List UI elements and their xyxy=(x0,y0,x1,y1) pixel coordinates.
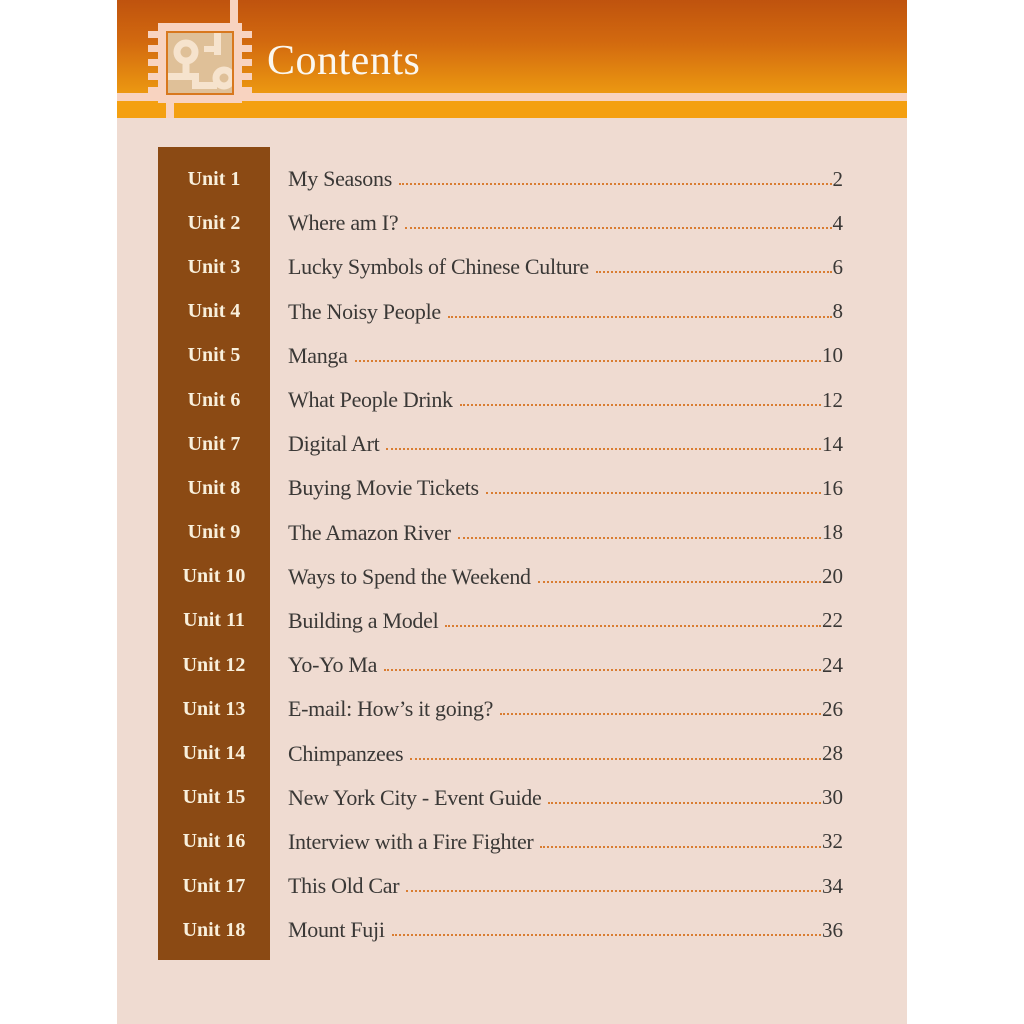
toc-row xyxy=(158,555,843,599)
toc-row xyxy=(158,908,843,952)
toc-row xyxy=(158,599,843,643)
page-title: Contents xyxy=(267,38,421,84)
dotted-leader xyxy=(548,802,821,804)
page-number: 32 xyxy=(822,829,843,854)
page-number: 22 xyxy=(822,608,843,633)
toc-row xyxy=(158,864,843,908)
toc-list xyxy=(158,157,843,952)
toc-row xyxy=(158,687,843,731)
dotted-leader xyxy=(355,360,821,362)
unit-title: Manga xyxy=(288,342,348,368)
unit-title: The Noisy People xyxy=(288,298,441,324)
page-number: 30 xyxy=(822,785,843,810)
page-number: 8 xyxy=(832,299,843,324)
page-number: 18 xyxy=(822,520,843,545)
dotted-leader xyxy=(540,846,821,848)
toc-row xyxy=(158,776,843,820)
dotted-leader xyxy=(460,404,821,406)
toc-row xyxy=(158,643,843,687)
toc-row xyxy=(158,290,843,334)
unit-label: Unit 17 xyxy=(182,874,246,897)
chip-pin xyxy=(241,59,252,66)
unit-label: Unit 12 xyxy=(182,653,246,676)
page-number: 26 xyxy=(822,696,843,721)
page-number: 36 xyxy=(822,917,843,942)
unit-title: The Amazon River xyxy=(288,519,451,545)
toc-row xyxy=(158,334,843,378)
unit-title: This Old Car xyxy=(288,873,400,899)
page-number: 10 xyxy=(822,343,843,368)
dotted-leader xyxy=(386,448,821,450)
unit-label: Unit 15 xyxy=(182,786,246,809)
dotted-leader xyxy=(500,713,821,715)
unit-label: Unit 2 xyxy=(187,211,241,234)
chip-pin xyxy=(241,73,252,80)
unit-label: Unit 3 xyxy=(187,255,241,278)
chip-pin xyxy=(241,45,252,52)
unit-label: Unit 11 xyxy=(183,609,245,632)
toc-row xyxy=(158,422,843,466)
unit-title: What People Drink xyxy=(288,387,453,413)
page-number: 34 xyxy=(822,873,843,898)
toc-row xyxy=(158,511,843,555)
chip-circuit-traces xyxy=(168,33,232,93)
toc-row xyxy=(158,466,843,510)
unit-label: Unit 8 xyxy=(187,476,241,499)
content-column xyxy=(117,0,907,1024)
unit-title: Chimpanzees xyxy=(288,740,404,766)
dotted-leader xyxy=(399,183,832,185)
dotted-leader xyxy=(406,890,821,892)
dotted-leader xyxy=(405,227,831,229)
unit-label: Unit 5 xyxy=(187,344,241,367)
unit-label: Unit 7 xyxy=(187,432,241,455)
page-number: 14 xyxy=(822,431,843,456)
toc-row xyxy=(158,245,843,289)
unit-label: Unit 4 xyxy=(187,300,241,323)
toc-row xyxy=(158,731,843,775)
dotted-leader xyxy=(596,271,832,273)
dotted-leader xyxy=(410,758,821,760)
dotted-leader xyxy=(392,934,821,936)
toc-row xyxy=(158,820,843,864)
unit-label: Unit 14 xyxy=(182,742,246,765)
unit-label: Unit 6 xyxy=(187,388,241,411)
chip-pin xyxy=(241,87,252,94)
toc-row xyxy=(158,378,843,422)
unit-title: Interview with a Fire Fighter xyxy=(288,828,534,854)
toc-row xyxy=(158,157,843,201)
page-number: 12 xyxy=(822,387,843,412)
page-body xyxy=(117,118,907,1024)
unit-title: Building a Model xyxy=(288,607,439,633)
dotted-leader xyxy=(458,537,821,539)
unit-title: Buying Movie Tickets xyxy=(288,475,479,501)
page-number: 28 xyxy=(822,741,843,766)
chip-top-stem xyxy=(230,0,238,25)
dotted-leader xyxy=(384,669,821,671)
unit-title: Lucky Symbols of Chinese Culture xyxy=(288,254,589,280)
chip-inner-square xyxy=(166,31,234,95)
unit-label: Unit 10 xyxy=(182,565,246,588)
page-number: 20 xyxy=(822,564,843,589)
page-number: 4 xyxy=(832,210,843,235)
unit-title: Mount Fuji xyxy=(288,917,385,943)
unit-label: Unit 18 xyxy=(182,918,246,941)
dotted-leader xyxy=(448,316,832,318)
dotted-leader xyxy=(538,581,821,583)
dotted-leader xyxy=(486,492,821,494)
unit-title: E-mail: How’s it going? xyxy=(288,696,494,722)
unit-label: Unit 16 xyxy=(182,830,246,853)
unit-title: Ways to Spend the Weekend xyxy=(288,563,531,589)
unit-label: Unit 9 xyxy=(187,521,241,544)
header-banner xyxy=(117,0,907,118)
unit-title: Yo-Yo Ma xyxy=(288,652,378,678)
unit-title: Where am I? xyxy=(288,210,399,236)
dotted-leader xyxy=(445,625,821,627)
page-number: 16 xyxy=(822,475,843,500)
page-number: 24 xyxy=(822,652,843,677)
toc-row xyxy=(158,201,843,245)
page-number: 6 xyxy=(832,254,843,279)
unit-title: Digital Art xyxy=(288,431,380,457)
unit-title: New York City - Event Guide xyxy=(288,784,542,810)
page-number: 2 xyxy=(832,166,843,191)
chip-pin xyxy=(241,31,252,38)
unit-title: My Seasons xyxy=(288,166,392,192)
unit-label: Unit 13 xyxy=(182,697,246,720)
unit-label: Unit 1 xyxy=(187,167,241,190)
